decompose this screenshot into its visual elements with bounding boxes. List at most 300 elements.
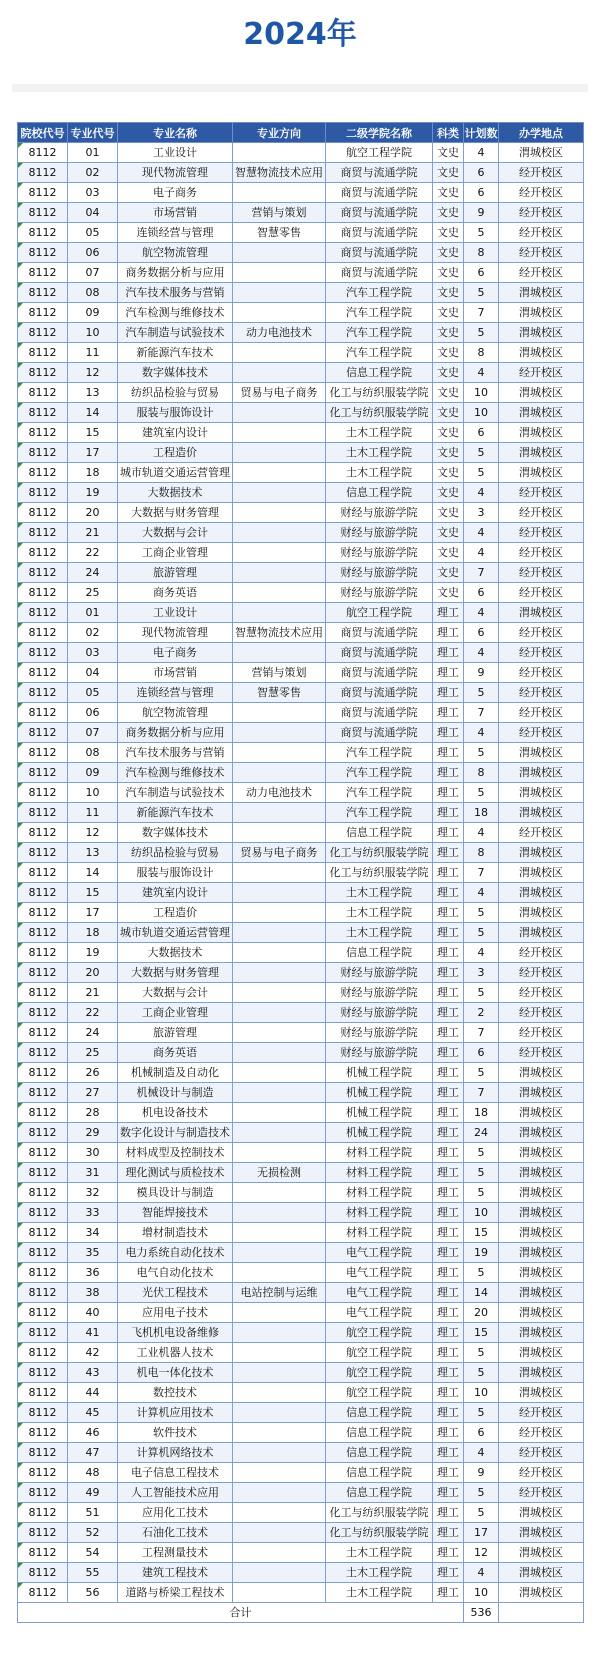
cell-college-name: 财经与旅游学院 [326,983,433,1003]
cell-major-code: 41 [68,1323,118,1343]
cell-major-name: 飞机机电设备维修 [118,1323,233,1343]
cell-campus: 渭城校区 [499,1163,584,1183]
table-row [18,1303,584,1323]
cell-college-name: 商贸与流通学院 [326,683,433,703]
cell-school-code: 8112 [18,843,68,863]
table-row [18,1503,584,1523]
table-row [18,1483,584,1503]
cell-school-code: 8112 [18,603,68,623]
cell-school-code: 8112 [18,1323,68,1343]
cell-major-name: 城市轨道交通运营管理 [118,463,233,483]
table-row [18,403,584,423]
cell-major-code: 42 [68,1343,118,1363]
cell-major-name: 商务数据分析与应用 [118,263,233,283]
cell-college-name: 材料工程学院 [326,1183,433,1203]
table-row [18,1443,584,1463]
cell-category: 理工 [433,743,464,763]
cell-category: 理工 [433,1083,464,1103]
cell-major-direction: 营销与策划 [233,663,326,683]
header-college-name: 二级学院名称 [326,123,433,143]
cell-school-code: 8112 [18,1503,68,1523]
cell-major-direction [233,1503,326,1523]
cell-major-direction [233,983,326,1003]
cell-plan-count: 3 [464,503,499,523]
cell-major-code: 09 [68,303,118,323]
cell-campus: 渭城校区 [499,803,584,823]
cell-plan-count: 18 [464,1103,499,1123]
cell-college-name: 商贸与流通学院 [326,163,433,183]
cell-major-direction [233,1523,326,1543]
cell-school-code: 8112 [18,863,68,883]
cell-category: 理工 [433,1583,464,1603]
cell-major-direction [233,583,326,603]
cell-major-direction [233,863,326,883]
cell-plan-count: 17 [464,1523,499,1543]
cell-college-name: 化工与纺织服装学院 [326,383,433,403]
cell-major-direction: 电站控制与运维 [233,1283,326,1303]
cell-major-direction [233,1483,326,1503]
cell-plan-count: 4 [464,523,499,543]
cell-major-direction [233,743,326,763]
cell-major-name: 服装与服饰设计 [118,403,233,423]
cell-campus: 经开校区 [499,1483,584,1503]
table-row [18,283,584,303]
cell-plan-count: 15 [464,1223,499,1243]
cell-college-name: 财经与旅游学院 [326,543,433,563]
cell-campus: 渭城校区 [499,383,584,403]
table-row [18,623,584,643]
cell-major-name: 航空物流管理 [118,243,233,263]
cell-college-name: 信息工程学院 [326,1443,433,1463]
cell-category: 理工 [433,783,464,803]
cell-campus: 渭城校区 [499,283,584,303]
cell-major-code: 54 [68,1543,118,1563]
cell-campus: 渭城校区 [499,1563,584,1583]
table-row [18,303,584,323]
cell-category: 文史 [433,523,464,543]
cell-school-code: 8112 [18,643,68,663]
cell-major-code: 25 [68,583,118,603]
cell-major-code: 35 [68,1243,118,1263]
cell-major-code: 17 [68,903,118,923]
cell-campus: 渭城校区 [499,403,584,423]
cell-school-code: 8112 [18,623,68,643]
table-row [18,1543,584,1563]
cell-major-code: 26 [68,1063,118,1083]
table-row [18,1283,584,1303]
cell-category: 理工 [433,1263,464,1283]
cell-major-name: 汽车检测与维修技术 [118,303,233,323]
cell-major-direction [233,1583,326,1603]
cell-college-name: 土木工程学院 [326,1543,433,1563]
cell-major-name: 工程测量技术 [118,1543,233,1563]
cell-school-code: 8112 [18,1103,68,1123]
cell-major-direction [233,803,326,823]
cell-school-code: 8112 [18,483,68,503]
total-blank-cell [499,1603,584,1623]
cell-major-name: 航空物流管理 [118,703,233,723]
cell-college-name: 航空工程学院 [326,1323,433,1343]
cell-college-name: 财经与旅游学院 [326,1043,433,1063]
cell-category: 理工 [433,1423,464,1443]
cell-major-direction: 智慧物流技术应用 [233,623,326,643]
cell-major-direction [233,963,326,983]
cell-school-code: 8112 [18,1163,68,1183]
cell-major-direction [233,1403,326,1423]
cell-category: 理工 [433,1203,464,1223]
cell-major-direction [233,143,326,163]
cell-major-direction [233,343,326,363]
cell-major-direction [233,1363,326,1383]
cell-school-code: 8112 [18,923,68,943]
cell-college-name: 财经与旅游学院 [326,503,433,523]
cell-major-code: 14 [68,403,118,423]
cell-school-code: 8112 [18,823,68,843]
cell-campus: 渭城校区 [499,843,584,863]
cell-major-name: 建筑室内设计 [118,423,233,443]
cell-major-direction [233,183,326,203]
cell-school-code: 8112 [18,463,68,483]
cell-campus: 经开校区 [499,503,584,523]
table-row [18,703,584,723]
cell-school-code: 8112 [18,383,68,403]
cell-major-code: 02 [68,623,118,643]
cell-major-name: 工业机器人技术 [118,1343,233,1363]
cell-school-code: 8112 [18,763,68,783]
cell-major-code: 18 [68,463,118,483]
cell-college-name: 商贸与流通学院 [326,703,433,723]
table-row [18,843,584,863]
cell-major-direction [233,1103,326,1123]
cell-campus: 渭城校区 [499,343,584,363]
cell-school-code: 8112 [18,983,68,1003]
cell-major-name: 服装与服饰设计 [118,863,233,883]
cell-category: 理工 [433,683,464,703]
cell-school-code: 8112 [18,143,68,163]
cell-category: 文史 [433,303,464,323]
cell-major-direction [233,1563,326,1583]
cell-school-code: 8112 [18,283,68,303]
cell-major-code: 07 [68,263,118,283]
cell-major-code: 15 [68,883,118,903]
cell-college-name: 商贸与流通学院 [326,183,433,203]
cell-major-direction [233,1303,326,1323]
table-row [18,523,584,543]
cell-major-direction [233,1323,326,1343]
table-row [18,1023,584,1043]
cell-college-name: 商贸与流通学院 [326,223,433,243]
cell-major-code: 34 [68,1223,118,1243]
cell-category: 文史 [433,563,464,583]
table-row [18,1323,584,1343]
cell-category: 理工 [433,1063,464,1083]
table-row [18,1383,584,1403]
cell-major-direction: 贸易与电子商务 [233,843,326,863]
cell-major-code: 02 [68,163,118,183]
cell-major-name: 新能源汽车技术 [118,803,233,823]
table-row [18,1463,584,1483]
table-row [18,943,584,963]
table-row [18,543,584,563]
cell-plan-count: 4 [464,1563,499,1583]
cell-major-code: 04 [68,203,118,223]
header-plan-count: 计划数 [464,123,499,143]
cell-category: 理工 [433,803,464,823]
cell-category: 理工 [433,1323,464,1343]
cell-plan-count: 5 [464,1183,499,1203]
title-divider [12,84,588,92]
cell-category: 理工 [433,603,464,623]
cell-school-code: 8112 [18,663,68,683]
cell-major-direction [233,1083,326,1103]
cell-major-direction: 动力电池技术 [233,323,326,343]
cell-college-name: 机械工程学院 [326,1083,433,1103]
cell-major-direction [233,1343,326,1363]
cell-major-code: 47 [68,1443,118,1463]
cell-plan-count: 4 [464,723,499,743]
table-row [18,723,584,743]
cell-college-name: 土木工程学院 [326,423,433,443]
cell-college-name: 财经与旅游学院 [326,1023,433,1043]
cell-plan-count: 14 [464,1283,499,1303]
table-row [18,1183,584,1203]
cell-school-code: 8112 [18,583,68,603]
cell-major-name: 连锁经营与管理 [118,223,233,243]
cell-category: 理工 [433,723,464,743]
cell-category: 理工 [433,1523,464,1543]
table-row [18,823,584,843]
table-row [18,1043,584,1063]
cell-plan-count: 5 [464,1503,499,1523]
cell-plan-count: 5 [464,1143,499,1163]
cell-college-name: 汽车工程学院 [326,343,433,363]
cell-campus: 渭城校区 [499,323,584,343]
cell-major-code: 30 [68,1143,118,1163]
cell-plan-count: 7 [464,1083,499,1103]
cell-school-code: 8112 [18,1403,68,1423]
cell-school-code: 8112 [18,1083,68,1103]
cell-campus: 渭城校区 [499,1063,584,1083]
cell-campus: 渭城校区 [499,1343,584,1363]
table-row [18,1403,584,1423]
cell-plan-count: 7 [464,863,499,883]
table-row [18,1083,584,1103]
cell-school-code: 8112 [18,963,68,983]
table-row [18,163,584,183]
cell-school-code: 8112 [18,183,68,203]
cell-category: 文史 [433,443,464,463]
cell-major-direction [233,483,326,503]
cell-school-code: 8112 [18,1343,68,1363]
cell-college-name: 信息工程学院 [326,1483,433,1503]
cell-major-direction [233,443,326,463]
cell-major-name: 人工智能技术应用 [118,1483,233,1503]
cell-major-code: 11 [68,803,118,823]
cell-school-code: 8112 [18,403,68,423]
cell-category: 文史 [433,503,464,523]
cell-campus: 渭城校区 [499,883,584,903]
cell-school-code: 8112 [18,1363,68,1383]
cell-major-name: 工商企业管理 [118,543,233,563]
cell-college-name: 土木工程学院 [326,443,433,463]
cell-major-code: 13 [68,843,118,863]
cell-major-code: 03 [68,183,118,203]
table-row [18,743,584,763]
cell-major-name: 机械制造及自动化 [118,1063,233,1083]
cell-college-name: 航空工程学院 [326,1343,433,1363]
cell-major-name: 机电设备技术 [118,1103,233,1123]
cell-campus: 渭城校区 [499,1183,584,1203]
cell-plan-count: 7 [464,563,499,583]
cell-plan-count: 10 [464,383,499,403]
cell-campus: 经开校区 [499,263,584,283]
cell-plan-count: 5 [464,1363,499,1383]
cell-school-code: 8112 [18,1523,68,1543]
cell-campus: 渭城校区 [499,1363,584,1383]
table-row [18,223,584,243]
cell-category: 文史 [433,243,464,263]
cell-campus: 渭城校区 [499,1583,584,1603]
cell-major-direction [233,1443,326,1463]
cell-campus: 渭城校区 [499,1243,584,1263]
cell-major-direction [233,523,326,543]
cell-category: 文史 [433,143,464,163]
cell-college-name: 航空工程学院 [326,1383,433,1403]
table-row [18,1203,584,1223]
cell-category: 文史 [433,483,464,503]
cell-plan-count: 6 [464,1043,499,1063]
cell-major-code: 10 [68,783,118,803]
cell-plan-count: 6 [464,623,499,643]
cell-school-code: 8112 [18,1423,68,1443]
cell-major-direction [233,503,326,523]
cell-major-direction [233,883,326,903]
cell-college-name: 化工与纺织服装学院 [326,1523,433,1543]
cell-school-code: 8112 [18,243,68,263]
cell-college-name: 财经与旅游学院 [326,563,433,583]
cell-campus: 渭城校区 [499,303,584,323]
table-row [18,783,584,803]
cell-campus: 经开校区 [499,1023,584,1043]
cell-plan-count: 8 [464,843,499,863]
table-row [18,203,584,223]
cell-category: 理工 [433,823,464,843]
cell-major-name: 计算机网络技术 [118,1443,233,1463]
cell-school-code: 8112 [18,1183,68,1203]
cell-school-code: 8112 [18,363,68,383]
cell-college-name: 电气工程学院 [326,1263,433,1283]
table-row [18,1363,584,1383]
cell-plan-count: 6 [464,263,499,283]
cell-major-direction [233,643,326,663]
cell-major-name: 电力系统自动化技术 [118,1243,233,1263]
cell-college-name: 商贸与流通学院 [326,643,433,663]
cell-college-name: 信息工程学院 [326,483,433,503]
cell-school-code: 8112 [18,883,68,903]
cell-plan-count: 24 [464,1123,499,1143]
cell-major-direction: 智慧物流技术应用 [233,163,326,183]
cell-school-code: 8112 [18,1063,68,1083]
cell-plan-count: 9 [464,203,499,223]
header-major-name: 专业名称 [118,123,233,143]
cell-category: 文史 [433,323,464,343]
cell-major-name: 商务数据分析与应用 [118,723,233,743]
cell-major-code: 04 [68,663,118,683]
cell-major-direction [233,763,326,783]
table-row [18,483,584,503]
table-row [18,1423,584,1443]
cell-major-code: 15 [68,423,118,443]
table-row [18,563,584,583]
cell-plan-count: 4 [464,943,499,963]
table-row [18,863,584,883]
cell-college-name: 汽车工程学院 [326,763,433,783]
cell-plan-count: 7 [464,703,499,723]
cell-campus: 渭城校区 [499,783,584,803]
cell-major-code: 07 [68,723,118,743]
cell-major-name: 光伏工程技术 [118,1283,233,1303]
cell-major-direction [233,1543,326,1563]
cell-category: 理工 [433,1123,464,1143]
cell-major-direction [233,363,326,383]
cell-major-code: 22 [68,543,118,563]
table-row [18,183,584,203]
cell-college-name: 商贸与流通学院 [326,663,433,683]
cell-campus: 渭城校区 [499,1103,584,1123]
table-row [18,363,584,383]
cell-major-name: 理化测试与质检技术 [118,1163,233,1183]
table-row [18,1223,584,1243]
cell-category: 理工 [433,643,464,663]
cell-category: 理工 [433,1163,464,1183]
cell-campus: 经开校区 [499,563,584,583]
cell-plan-count: 5 [464,783,499,803]
cell-plan-count: 5 [464,1403,499,1423]
cell-college-name: 材料工程学院 [326,1143,433,1163]
cell-college-name: 汽车工程学院 [326,323,433,343]
cell-major-name: 数字媒体技术 [118,363,233,383]
cell-major-code: 19 [68,483,118,503]
cell-college-name: 航空工程学院 [326,1363,433,1383]
table-row [18,683,584,703]
cell-college-name: 材料工程学院 [326,1223,433,1243]
table-row [18,243,584,263]
cell-plan-count: 8 [464,243,499,263]
cell-college-name: 商贸与流通学院 [326,243,433,263]
cell-plan-count: 10 [464,403,499,423]
cell-major-code: 20 [68,503,118,523]
cell-major-direction [233,563,326,583]
cell-major-direction [233,423,326,443]
table-row [18,503,584,523]
cell-category: 理工 [433,663,464,683]
cell-campus: 渭城校区 [499,1143,584,1163]
cell-major-code: 01 [68,603,118,623]
cell-school-code: 8112 [18,1463,68,1483]
cell-plan-count: 4 [464,1443,499,1463]
cell-college-name: 航空工程学院 [326,603,433,623]
cell-campus: 经开校区 [499,963,584,983]
table-row [18,343,584,363]
table-row [18,883,584,903]
cell-major-code: 09 [68,763,118,783]
cell-major-direction [233,923,326,943]
cell-category: 理工 [433,903,464,923]
cell-category: 理工 [433,1463,464,1483]
cell-plan-count: 5 [464,1063,499,1083]
table-row [18,463,584,483]
cell-major-name: 电子信息工程技术 [118,1463,233,1483]
